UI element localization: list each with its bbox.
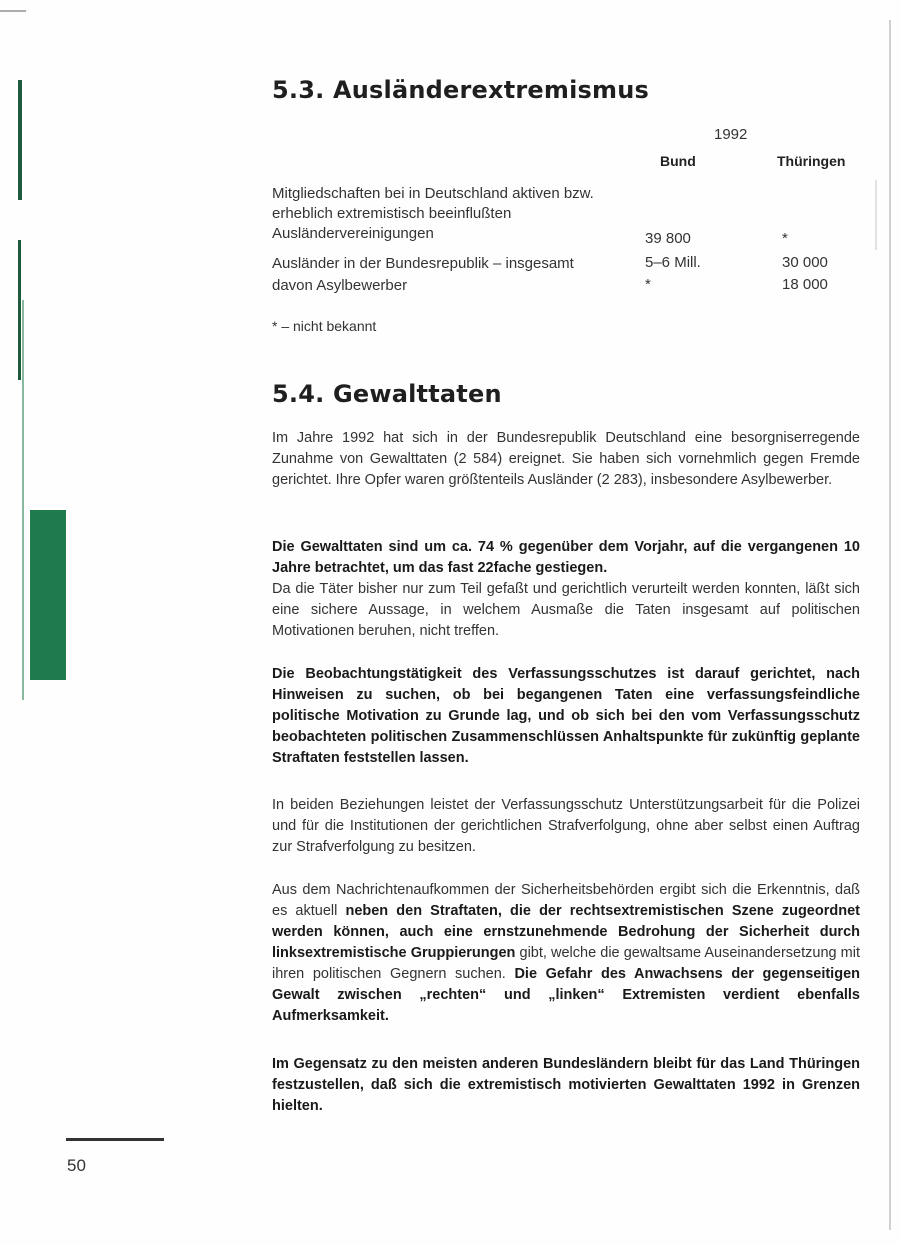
- table-row-label: davon Asylbewerber: [272, 277, 408, 294]
- bold-text: neben den Straftaten, die der rechtsextremistischen Szene zugeordnet werden können, auch eine ernstzunehmende Bedrohung der Sicherheit durch linksextremistische Gruppierungen: [272, 903, 860, 961]
- table-cell-thueringen: 18 000: [782, 276, 828, 293]
- binding-mark: [18, 80, 22, 200]
- paragraph: [272, 537, 860, 642]
- column-header-thueringen: Thüringen: [777, 153, 846, 169]
- paragraph: [272, 664, 860, 769]
- section-heading-5-4: 5.4. Gewalttaten: [272, 380, 502, 408]
- binding-tab: [30, 510, 66, 680]
- paragraph-text: gibt, welche die gewaltsame Auseinandersetzung mit ihren politischen Gegnern suchen.: [272, 945, 860, 982]
- scan-edge: [0, 10, 26, 12]
- bold-text: Die Gewalttaten sind um ca. 74 % gegenüber dem Vorjahr, auf die vergangenen 10 Jahre betrachtet, um das fast 22fache gestiegen.: [272, 539, 860, 576]
- binding-mark: [18, 240, 21, 380]
- paragraph: [272, 1054, 860, 1117]
- table-row-label: Mitgliedschaften bei in Deutschland aktiven bzw. erheblich extremistisch beeinflußten Ausländervereinigungen: [272, 185, 594, 242]
- table-cell-thueringen: *: [782, 230, 788, 247]
- table-year: 1992: [714, 126, 748, 143]
- scan-edge: [889, 20, 891, 1230]
- bold-text: Die Gefahr des Anwachsens der gegenseitigen Gewalt zwischen „rechten“ und „linken“ Extremisten verdient ebenfalls Aufmerksamkeit.: [272, 966, 860, 1024]
- paragraph: [272, 880, 860, 1027]
- table-cell-bund: *: [645, 276, 651, 293]
- binding-mark: [22, 300, 24, 700]
- column-header-bund: Bund: [660, 153, 696, 169]
- table-row-label: Ausländer in der Bundesrepublik – insgesamt: [272, 255, 574, 272]
- paragraph-text: Da die Täter bisher nur zum Teil gefaßt und gerichtlich verurteilt werden konnten, läßt sich eine sichere Aussage, in welchem Ausmaße die Taten insgesamt auf politischen Motivationen beruhen, nicht treffen.: [272, 581, 860, 639]
- bold-text: Im Gegensatz zu den meisten anderen Bundesländern bleibt für das Land Thüringen festzustellen, daß sich die extremistisch motivierten Gewalttaten 1992 in Grenzen hielten.: [272, 1056, 860, 1114]
- scan-edge: [875, 180, 877, 250]
- paragraph: Im Jahre 1992 hat sich in der Bundesrepublik Deutschland eine besorgniserregende Zunahme von Gewalttaten (2 584) ereignet. Sie haben sich vornehmlich gegen Fremde gerichtet. Ihre Opfer waren größtenteils Ausländer (2 283), insbesondere Asylbewerber.: [272, 430, 860, 488]
- paragraph: In beiden Beziehungen leistet der Verfassungsschutz Unterstützungsarbeit für die Polizei und für die Institutionen der gerichtlichen Strafverfolgung, ohne aber selbst einen Auftrag zur Strafverfolgung zu besitzen.: [272, 797, 860, 855]
- bold-text: Die Beobachtungstätigkeit des Verfassungsschutzes ist darauf gerichtet, nach Hinweisen zu suchen, ob bei begangenen Taten eine verfassungsfeindliche politische Motivation zu Grunde lag, und ob sich bei den vom Verfassungsschutz beobachteten politischen Zusammenschlüssen Anhaltspunkte für zukünftig geplante Straftaten feststellen lassen.: [272, 666, 860, 766]
- table-cell-bund: 5–6 Mill.: [645, 254, 701, 271]
- section-heading-5-3: 5.3. Ausländerextremismus: [272, 76, 649, 104]
- table-cell-thueringen: 30 000: [782, 254, 828, 271]
- table-footnote: * – nicht bekannt: [272, 318, 377, 334]
- table-cell-bund: 39 800: [645, 230, 691, 247]
- footer-rule: [66, 1138, 164, 1141]
- paragraph-text: Aus dem Nachrichtenaufkommen der Sicherheitsbehörden ergibt sich die Erkenntnis, daß es aktuell: [272, 882, 860, 919]
- page-number: 50: [67, 1156, 86, 1175]
